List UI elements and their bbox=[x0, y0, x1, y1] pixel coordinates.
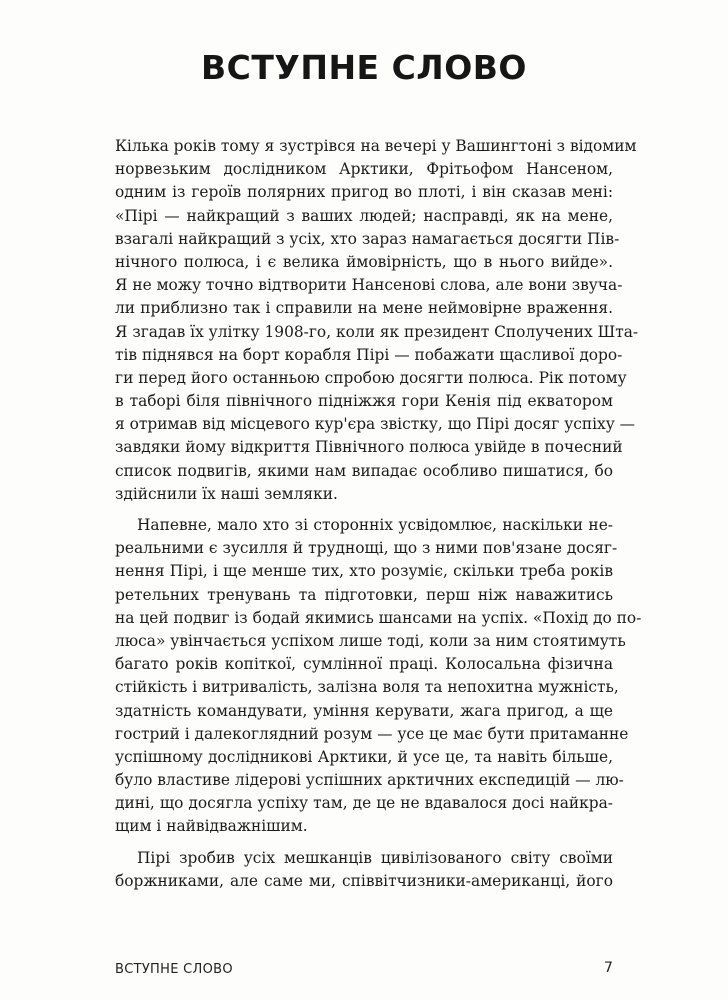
text-line: Я згадав їх улітку 1908-го, коли як президент Сполучених Шта- bbox=[115, 322, 639, 341]
body-text bbox=[115, 135, 642, 901]
text-line: ретельних тренувань та підготовки, перш ніж наважитись bbox=[115, 585, 613, 604]
text-line: було властиве лідерові успішних арктичних експедицій — лю- bbox=[115, 771, 624, 790]
text-line: «Пірі — найкращий з ваших людей; насправді, як на мене, bbox=[115, 206, 613, 225]
text-line: одним із героїв полярних пригод во плоті, і він сказав мені: bbox=[115, 183, 613, 202]
text-line: успішному дослідникові Арктики, й усе це, та навіть більше, bbox=[115, 747, 613, 766]
text-line: нічного полюса, і є велика ймовірність, що в нього вийде». bbox=[115, 252, 613, 271]
text-line: здійснили їх наші земляки. bbox=[115, 484, 338, 503]
text-line: ли приблизно так і справили на мене неймовірне враження. bbox=[115, 299, 613, 318]
text-line: стійкість і витривалість, залізна воля та непохитна мужність, bbox=[115, 678, 619, 697]
paragraph bbox=[115, 514, 642, 839]
text-line: Я не можу точно відтворити Нансенові слова, але вони звуча- bbox=[115, 276, 623, 295]
chapter-title: ВСТУПНЕ СЛОВО bbox=[201, 48, 527, 87]
running-footer-title: ВСТУПНЕ СЛОВО bbox=[115, 962, 233, 977]
text-line: боржниками, але саме ми, співвітчизники-американці, його bbox=[115, 871, 613, 890]
text-line: гострий і далекоглядний розум — усе це має бути притаманне bbox=[115, 724, 629, 743]
text-line: багато років копіткої, сумлінної праці. Колосальна фізична bbox=[115, 655, 613, 674]
paragraph bbox=[115, 135, 639, 506]
text-line: тів піднявся на борт корабля Пірі — побажати щасливої доро- bbox=[115, 345, 623, 364]
paragraph bbox=[115, 847, 613, 893]
text-line: ги перед його останньою спробою досягти полюса. Рік потому bbox=[115, 368, 627, 387]
text-line: в таборі біля північного підніжжя гори Кенія під екватором bbox=[115, 392, 613, 411]
text-line: реальними є зусилля й труднощі, що з ними пов'язане досяг- bbox=[115, 539, 618, 558]
text-line: дині, що досягла успіху там, де це не вдавалося досі найкра- bbox=[115, 794, 613, 813]
text-line: завдяки йому відкриття Північного полюса увійде в почесний bbox=[115, 438, 623, 457]
page-number: 7 bbox=[604, 960, 613, 976]
text-line: Кілька років тому я зустрівся на вечері у Вашингтоні з відомим bbox=[115, 137, 637, 155]
text-line: список подвигів, якими нам випадає особливо пишатися, бо bbox=[115, 461, 613, 480]
text-line: щим і найвідважнішим. bbox=[115, 817, 308, 836]
text-line: Пірі зробив усіх мешканців цивілізованого світу своїми bbox=[137, 848, 613, 867]
text-line: взагалі найкращий з усіх, хто зараз намагається досягти Пів- bbox=[115, 229, 620, 248]
text-line: здатність командувати, уміння керувати, жага пригод, а ще bbox=[115, 701, 613, 720]
text-line: я отримав від місцевого кур'єра звістку, що Пірі досяг успіху — bbox=[115, 415, 636, 434]
text-line: люса» увінчається успіхом лише тоді, коли за ним стоятимуть bbox=[115, 631, 626, 650]
text-line: на цей подвиг із бодай якимись шансами на успіх. «Похід до по- bbox=[115, 608, 642, 627]
text-line: норвезьким дослідником Арктики, Фрітьофом Нансеном, bbox=[115, 160, 613, 179]
text-line: нення Пірі, і ще менше тих, хто розуміє, скільки треба років bbox=[115, 562, 613, 581]
text-line: Напевне, мало хто зі сторонніх усвідомлює, наскільки не- bbox=[137, 516, 613, 534]
